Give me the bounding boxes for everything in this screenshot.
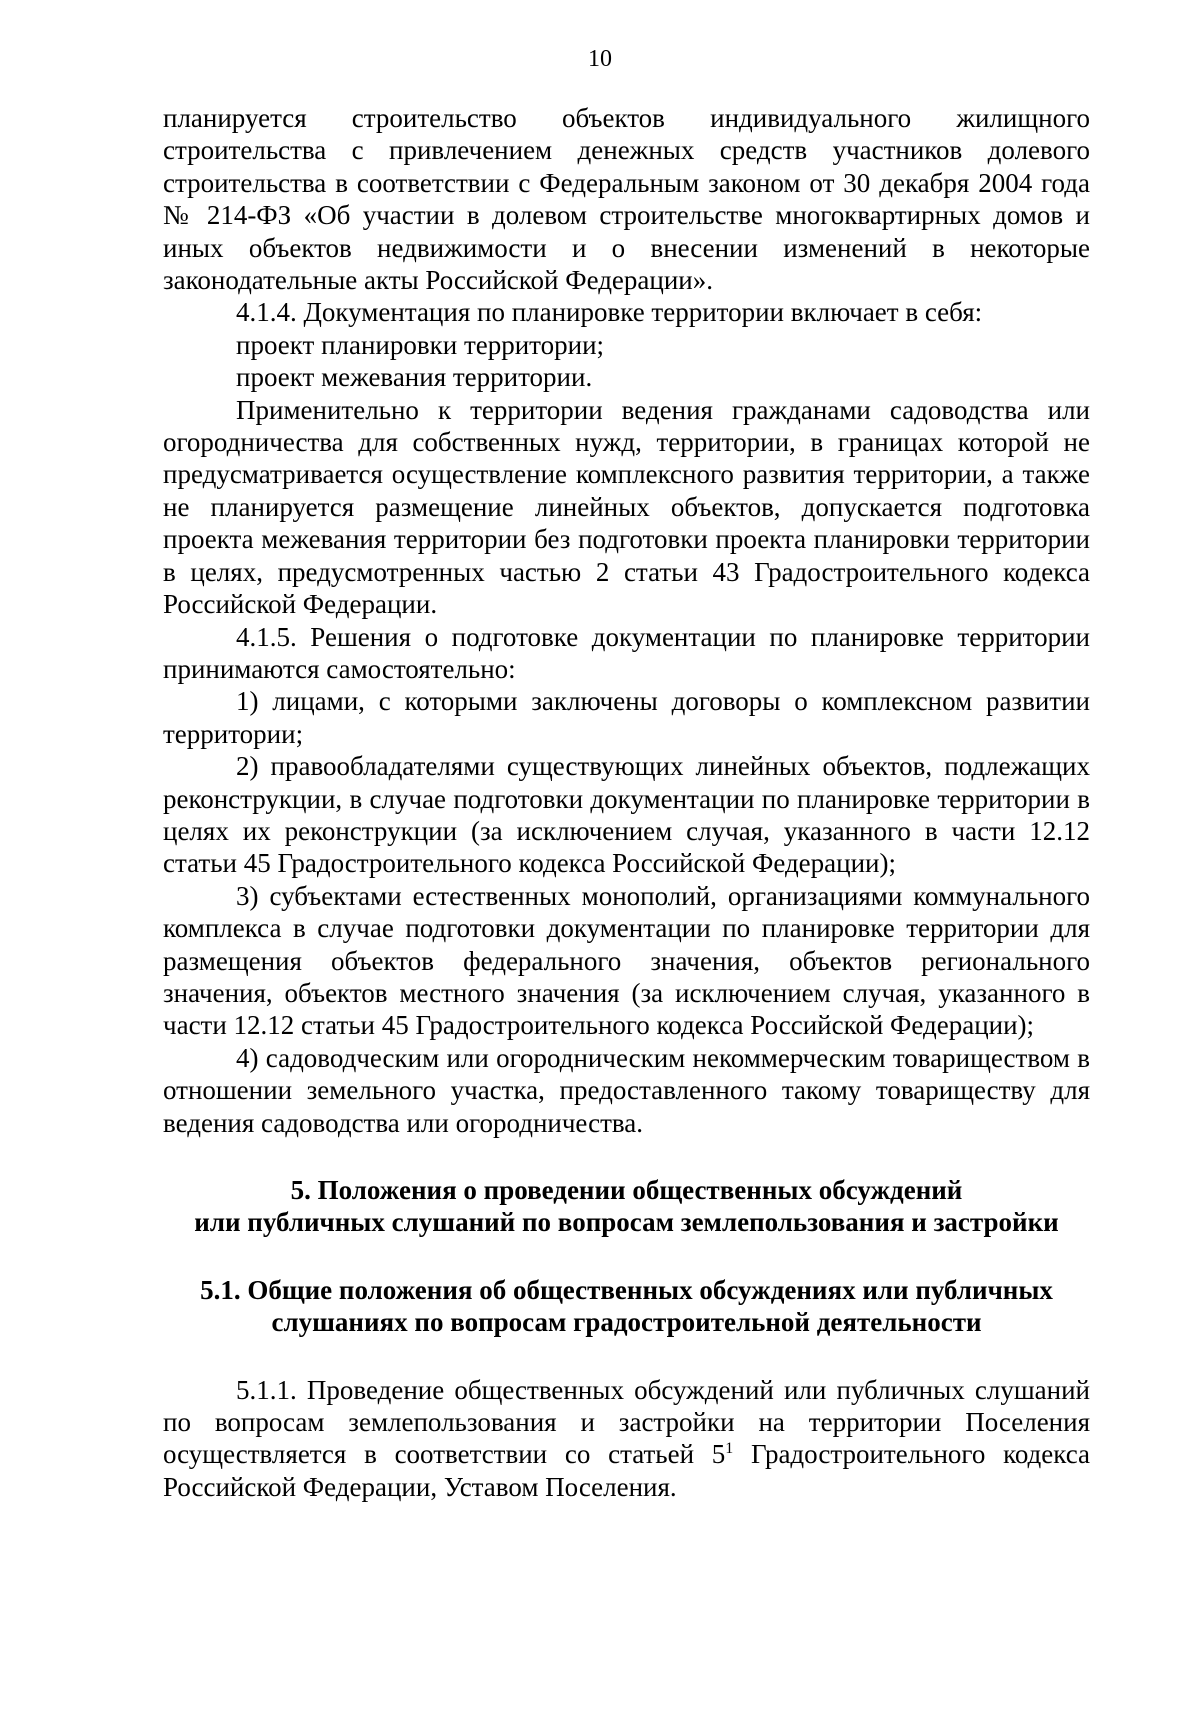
article-superscript: 1	[725, 1440, 734, 1458]
list-item-planning-project: проект планировки территории;	[236, 329, 605, 360]
paragraph-5-1-1-text: 5.1.1. Проведение общественных обсуждений или публичных слушаний по вопросам землепользования и застройки на территории Поселения осуществляется в соответствии со статьей 5	[163, 1374, 1090, 1470]
page-number: 10	[588, 46, 612, 72]
section-5-1-heading-line-1: 5.1. Общие положения об общественных обсуждениях или публичных	[200, 1274, 1053, 1305]
section-5-heading-line-2: или публичных слушаний по вопросам землепользования и застройки	[194, 1207, 1059, 1238]
paragraph-5-1-1-tail: Градостроительного кодекса Российской Федерации, Уставом Поселения.	[163, 1439, 1091, 1502]
list-item-surveying-project: проект межевания территории.	[236, 362, 593, 393]
paragraph-5-1-1	[163, 1374, 1090, 1504]
paragraph-continuation: планируется строительство объектов индивидуального жилищного строительства с привлечением денежных средств участников долевого строительства в соответствии с Федеральным законом от 30 декабря 2004 года № 214-ФЗ «Об участии в долевом строительстве многоквартирных домов и иных объектов недвижимости и о внесении изменений в некоторые законодательные акты Российской Федерации».	[163, 103, 1090, 296]
section-5-heading-line-1: 5. Положения о проведении общественных обсуждений	[290, 1175, 963, 1205]
section-5-heading	[163, 1174, 1090, 1239]
section-5-1-heading-line-2: слушаниях по вопросам градостроительной деятельности	[271, 1307, 982, 1338]
section-5-1-heading	[163, 1274, 1090, 1339]
list-item-2: 2) правообладателями существующих линейных объектов, подлежащих реконструкции, в случае подготовки документации по планировке территории в целях их реконструкции (за исключением случая, указанного в части 12.12 статьи 45 Градостроительного кодекса Российской Федерации);	[163, 751, 1090, 879]
paragraph-gardening-territory: Применительно к территории ведения гражданами садоводства или огородничества для собственных нужд, территории, в границах которой не предусматривается осуществление комплексного развития территории, а также не планируется размещение линейных объектов, допускается подготовка проекта межевания территории без подготовки проекта планировки территории в целях, предусмотренных частью 2 статьи 43 Градостроительного кодекса Российской Федерации.	[163, 394, 1090, 620]
paragraph-4-1-5: 4.1.5. Решения о подготовке документации по планировке территории принимаются самостоятельно:	[163, 621, 1090, 684]
list-item-1: 1) лицами, с которыми заключены договоры о комплексном развитии территории;	[163, 686, 1090, 749]
paragraph-4-1-4: 4.1.4. Документация по планировке территории включает в себя:	[236, 297, 983, 328]
document-body	[163, 102, 1090, 1503]
list-item-4: 4) садоводческим или огородническим некоммерческим товариществом в отношении земельного участка, предоставленного такому товариществу для ведения садоводства или огородничества.	[163, 1042, 1090, 1138]
list-item-3: 3) субъектами естественных монополий, организациями коммунального комплекса в случае подготовки документации по планировке территории для размещения объектов федерального значения, объектов регионального значения, объектов местного значения (за исключением случая, указанного в части 12.12 статьи 45 Градостроительного кодекса Российской Федерации);	[163, 880, 1090, 1041]
